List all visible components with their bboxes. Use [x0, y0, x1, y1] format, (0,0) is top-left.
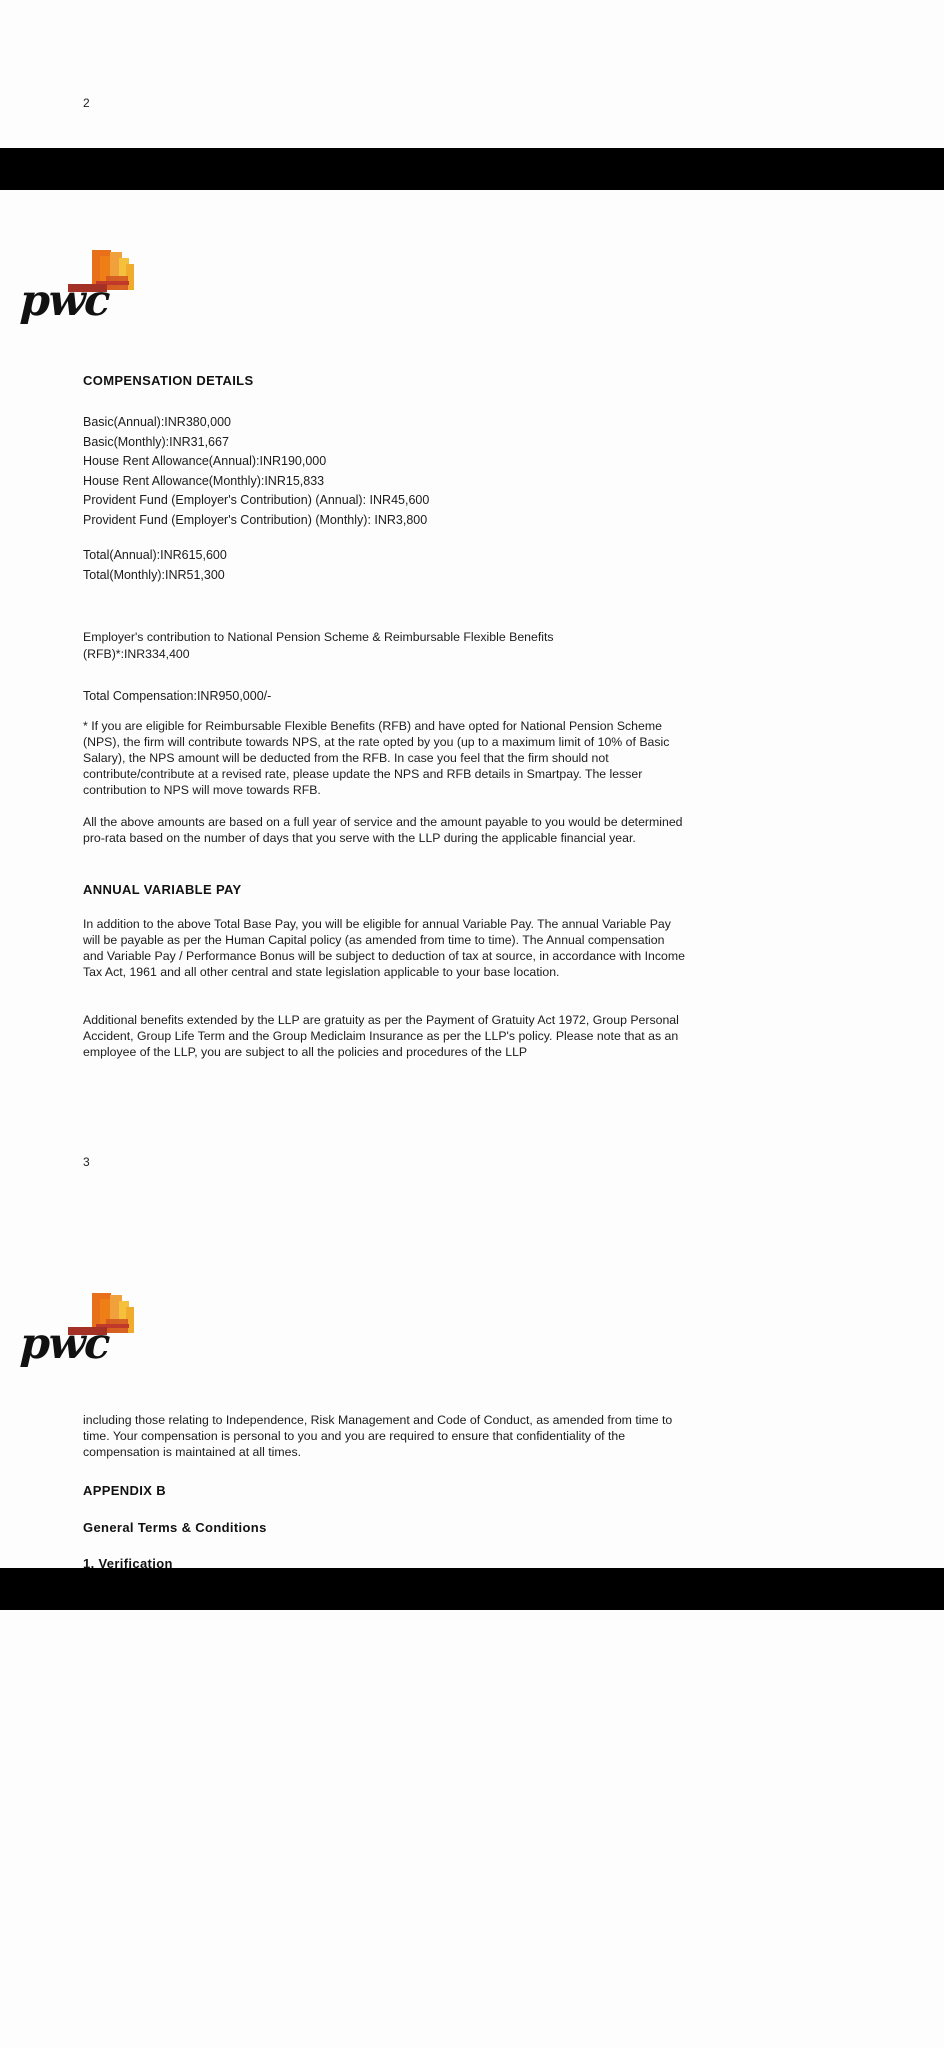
pro-rata-note: All the above amounts are based on a full year of service and the amount payable to you would be determined pro-rata based on the number of days that you serve with the LLP during the applicable financial year. [83, 815, 683, 845]
compensation-item: Provident Fund (Employer's Contribution) (Monthly): INR3,800 [83, 512, 428, 527]
document-page-3 [0, 1610, 944, 2048]
pwc-logo [20, 1283, 140, 1383]
page-separator-bar-top [0, 148, 944, 190]
compensation-details-heading: COMPENSATION DETAILS [83, 373, 254, 388]
clause-1-verification: 1. Verification [83, 1556, 173, 1571]
nps-rfb-line-2: (RFB)*:INR334,400 [83, 646, 190, 661]
appendix-b-heading: APPENDIX B [83, 1483, 166, 1498]
annual-variable-pay-heading: ANNUAL VARIABLE PAY [83, 882, 242, 897]
variable-pay-paragraph-2: Additional benefits extended by the LLP are gratuity as per the Payment of Gratuity Act 1972, Group Personal Accident, Group Life Term and the Group Mediclaim Insurance as per the LLP's policy. Please note that as an employee of the LLP, you are subject to all the policies and procedures of the LLP [83, 1013, 679, 1059]
nps-rfb-footnote: * If you are eligible for Reimbursable Flexible Benefits (RFB) and have opted for National Pension Scheme (NPS), the firm will contribute towards NPS, at the rate opted by you (up to a maximum limit of 10% of Basic Salary), the NPS amount will be deducted from the RFB. In case you feel that the firm should not contribute/contribute at a revised rate, please update the NPS and RFB details in Smartpay. The lesser contribution to NPS will move towards RFB. [83, 719, 670, 797]
page-separator-bar [0, 1568, 944, 1610]
continuation-paragraph: including those relating to Independence, Risk Management and Code of Conduct, as amended from time to time. Your compensation is personal to you and you are required to ensure that confidentiality of the compensation is maintained at all times. [83, 1413, 673, 1459]
variable-pay-paragraph-1: In addition to the above Total Base Pay, you will be eligible for annual Variable Pay. The annual Variable Pay will be payable as per the Human Capital policy (as amended from time to time). The Annual compensation and Variable Pay / Performance Bonus will be subject to deduction of tax at source, in accordance with Income Tax Act, 1961 and all other central and state legislation applicable to your base location. [83, 917, 685, 979]
compensation-item: House Rent Allowance(Monthly):INR15,833 [83, 473, 325, 488]
compensation-item: Basic(Monthly):INR31,667 [83, 434, 229, 449]
compensation-item: House Rent Allowance(Annual):INR190,000 [83, 454, 327, 468]
pwc-logo [20, 240, 140, 340]
page-number-bottom: 3 [83, 1155, 90, 1169]
nps-rfb-line-1: Employer's contribution to National Pension Scheme & Reimbursable Flexible Benefits [83, 630, 554, 644]
total-compensation: Total Compensation:INR950,000/- [83, 689, 272, 703]
pwc-wordmark: pwc [19, 1319, 110, 1369]
general-terms-heading: General Terms & Conditions [83, 1520, 267, 1535]
compensation-item: Basic(Annual):INR380,000 [83, 415, 231, 429]
compensation-item-list [83, 413, 687, 530]
compensation-item: Provident Fund (Employer's Contribution) (Annual): INR45,600 [83, 493, 430, 507]
total-annual: Total(Annual):INR615,600 [83, 548, 227, 562]
page-number-top: 2 [83, 96, 90, 110]
compensation-totals [83, 546, 687, 585]
pwc-wordmark: pwc [19, 276, 110, 326]
total-monthly: Total(Monthly):INR51,300 [83, 567, 225, 582]
